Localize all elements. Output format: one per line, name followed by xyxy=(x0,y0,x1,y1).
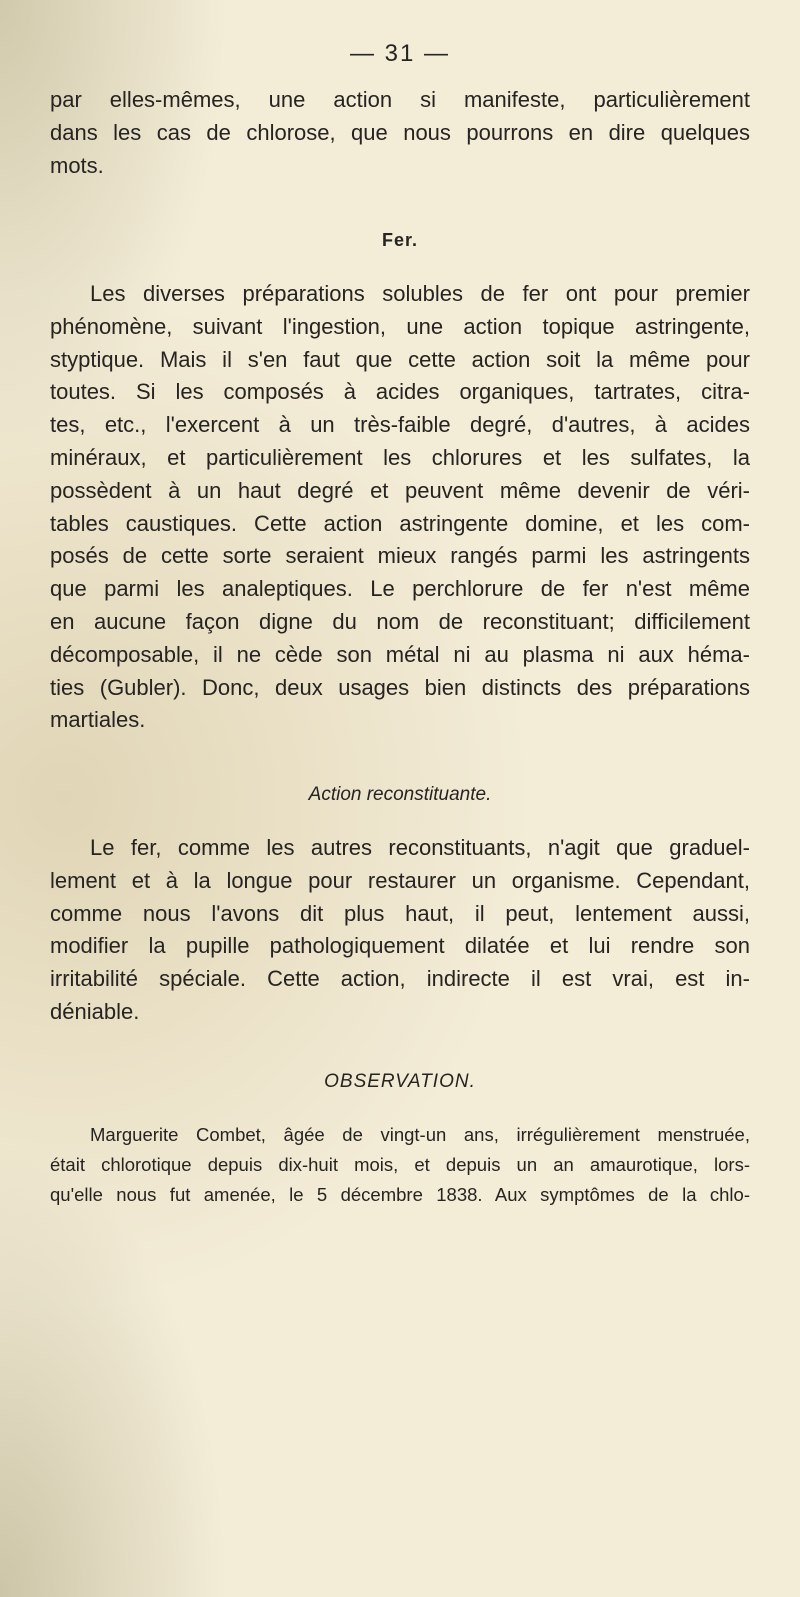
intro-paragraph xyxy=(50,84,750,182)
section-heading-observation: OBSERVATION. xyxy=(324,1071,476,1092)
text-line: que parmi les analeptiques. Le perchlorure de fer n'est même xyxy=(50,576,750,602)
text-line: tes, etc., l'exercent à un très-faible degré, d'autres, à acides xyxy=(50,412,750,438)
text-line: Marguerite Combet, âgée de vingt-un ans, irrégulièrement menstruée, xyxy=(90,1124,750,1145)
text-line: toutes. Si les composés à acides organiques, tartrates, citra- xyxy=(50,379,750,405)
text-line: phénomène, suivant l'ingestion, une action topique astringente, xyxy=(50,313,750,339)
text-line: posés de cette sorte seraient mieux rangés parmi les astringents xyxy=(50,543,750,569)
text-line: qu'elle nous fut amenée, le 5 décembre 1838. Aux symptômes de la chlo- xyxy=(50,1184,750,1205)
text-line: Le fer, comme les autres reconstituants, n'agit que graduel- xyxy=(90,835,750,860)
text-line: mots. xyxy=(50,152,104,178)
text-line: martiales. xyxy=(50,707,146,733)
text-line: modifier la pupille pathologiquement dilatée et lui rendre son xyxy=(50,933,750,959)
observation-paragraph xyxy=(50,1120,750,1210)
page-number: — 31 — xyxy=(349,40,451,67)
text-line: en aucune façon digne du nom de reconstituant; difficilement xyxy=(50,608,750,634)
text-line: lement et à la longue pour restaurer un organisme. Cependant, xyxy=(50,867,750,893)
text-line: styptique. Mais il s'en faut que cette action soit la même pour xyxy=(50,346,750,372)
action-paragraph xyxy=(50,832,750,1029)
text-line: tables caustiques. Cette action astringente domine, et les com- xyxy=(50,510,750,536)
section-heading-fer: Fer. xyxy=(381,230,419,250)
text-line: déniable. xyxy=(50,998,140,1024)
fer-paragraph xyxy=(50,278,750,737)
text-line: décomposable, il ne cède son métal ni au plasma ni aux héma- xyxy=(50,641,750,667)
text-line: par elles-mêmes, une action si manifeste, particulièrement xyxy=(50,87,750,112)
text-line: possèdent à un haut degré et peuvent même devenir de véri- xyxy=(50,477,750,503)
text-line: comme nous l'avons dit plus haut, il peut, lentement aussi, xyxy=(50,900,750,926)
section-heading-action: Action reconstituante. xyxy=(308,784,492,805)
text-line: irritabilité spéciale. Cette action, indirecte il est vrai, est in- xyxy=(50,966,750,992)
text-line: Les diverses préparations solubles de fer ont pour premier xyxy=(90,281,750,306)
text-line: ties (Gubler). Donc, deux usages bien distincts des préparations xyxy=(50,674,750,700)
text-line: minéraux, et particulièrement les chlorures et les sulfates, la xyxy=(50,444,750,470)
text-line: était chlorotique depuis dix-huit mois, et depuis un an amaurotique, lors- xyxy=(50,1154,750,1175)
text-line: dans les cas de chlorose, que nous pourrons en dire quelques xyxy=(50,119,750,145)
